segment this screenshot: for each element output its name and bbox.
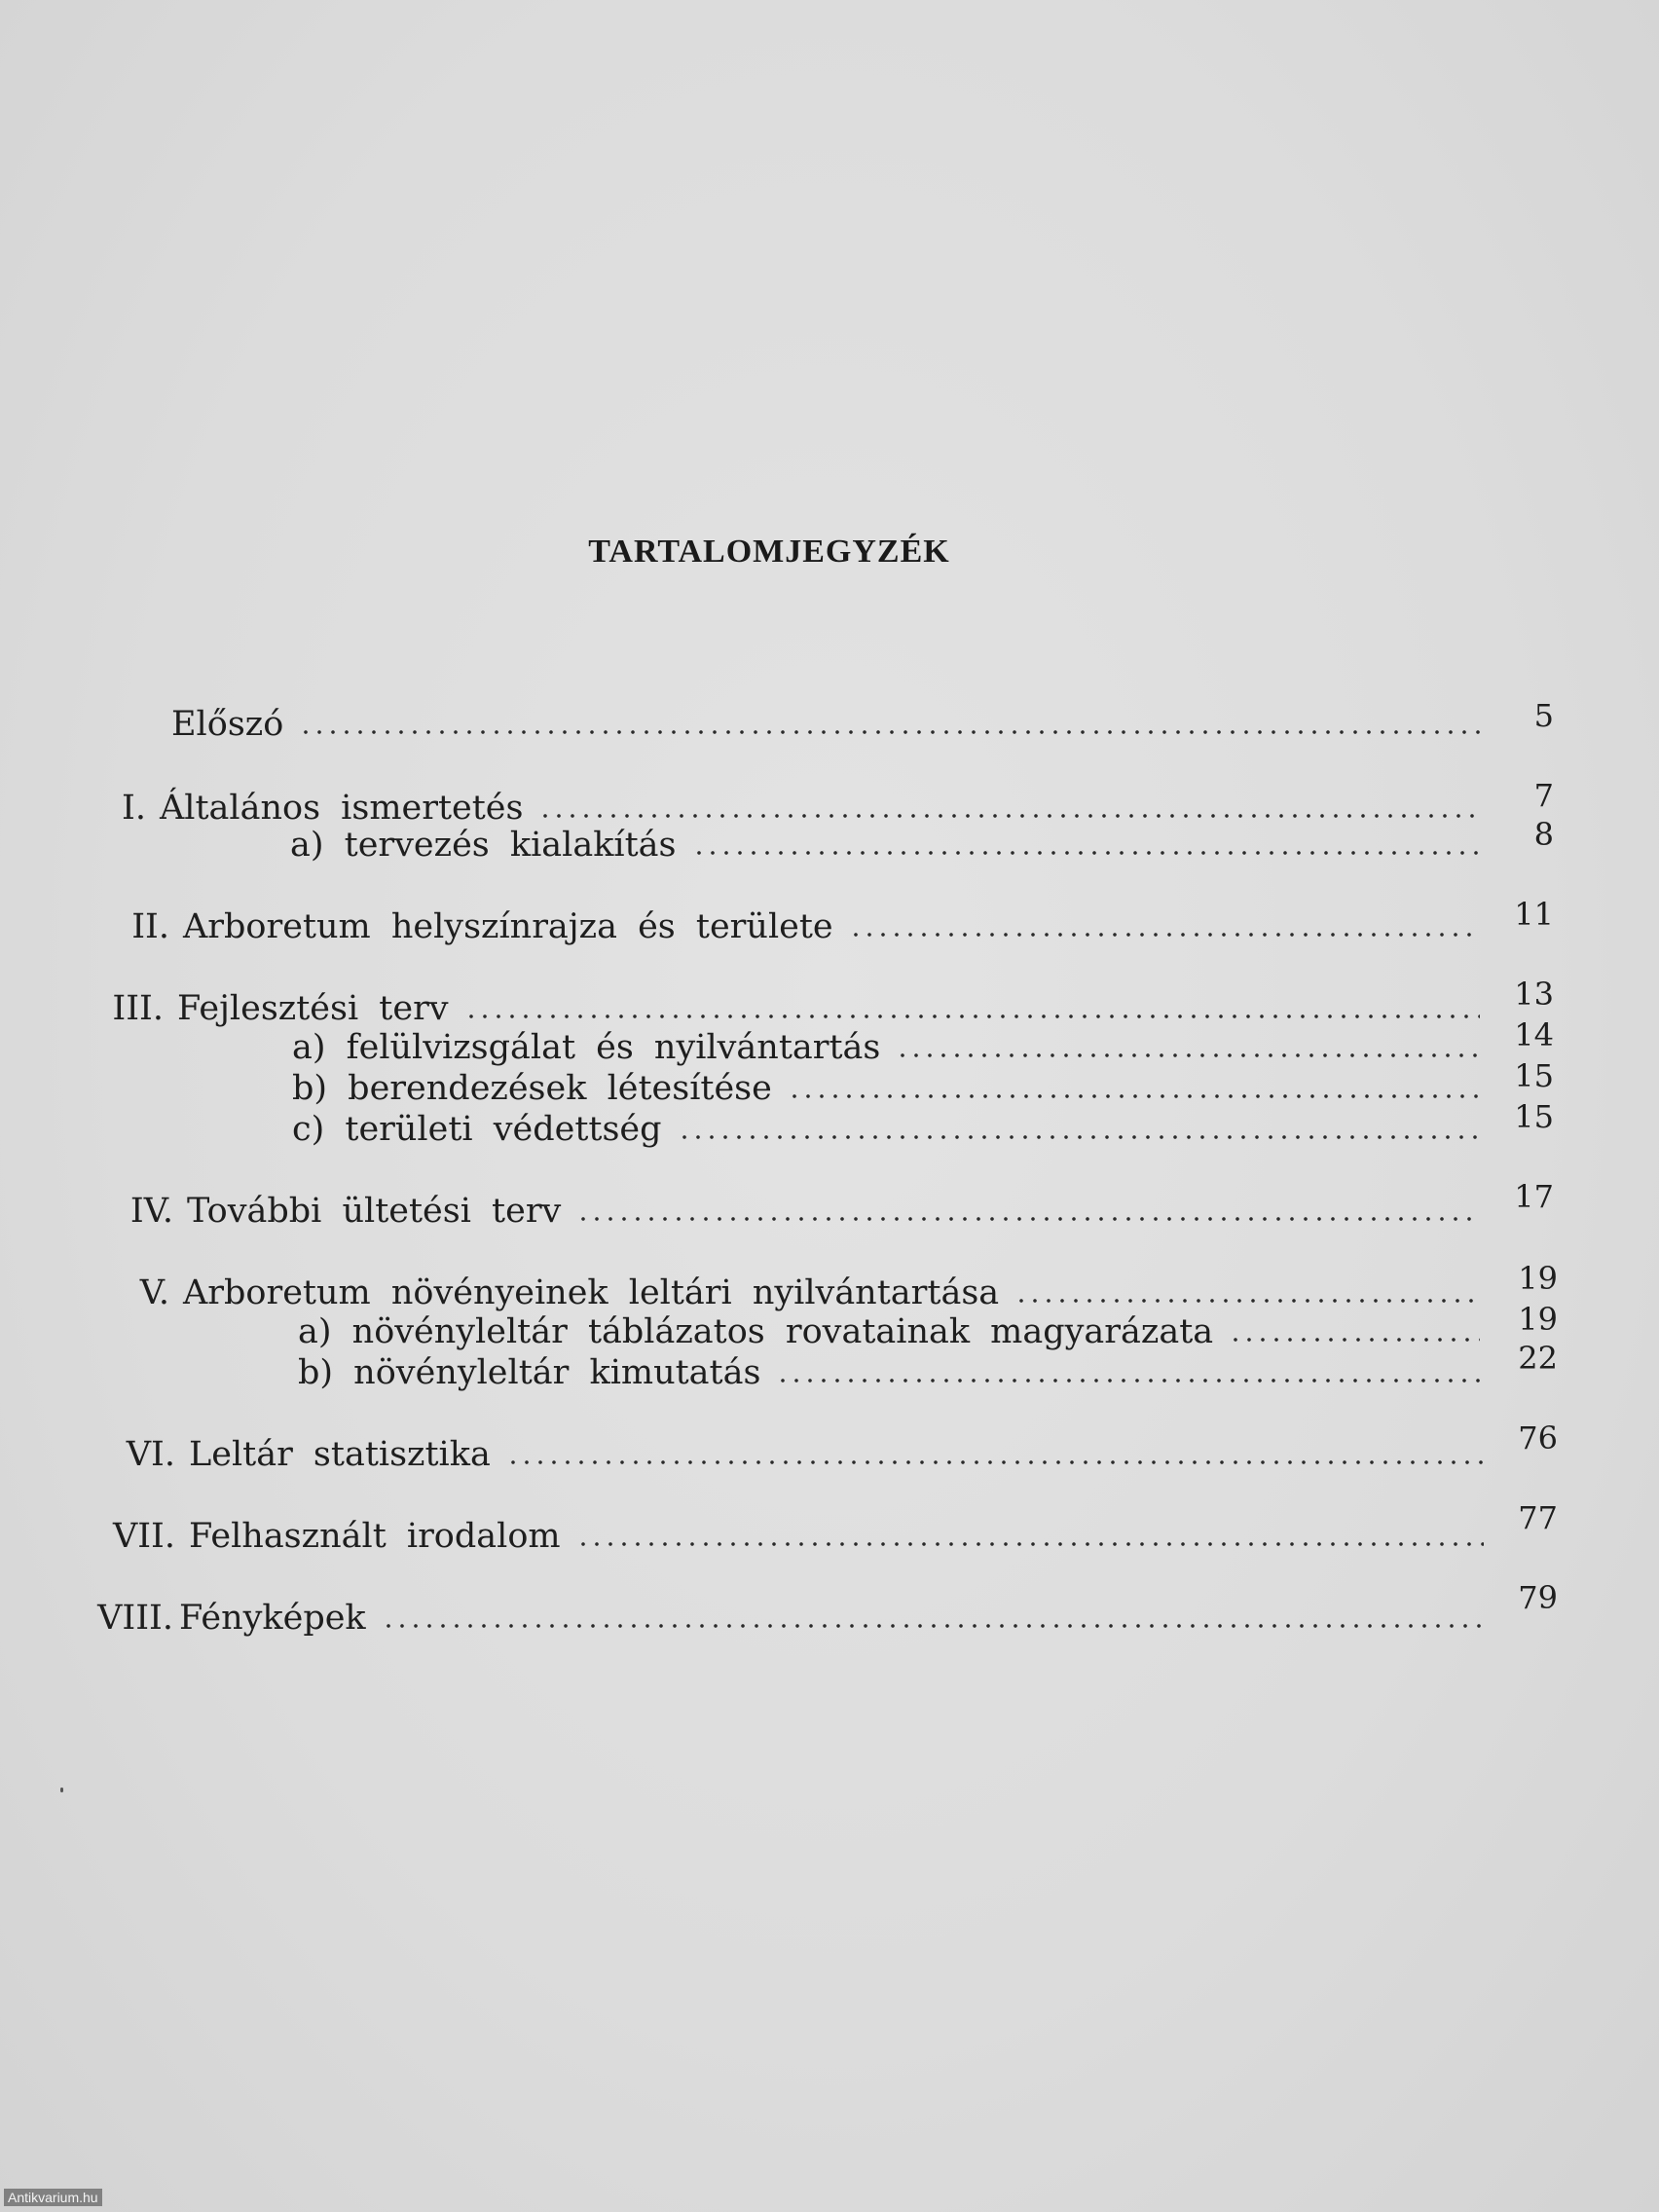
toc-chapter-number: VI. xyxy=(126,1435,175,1474)
toc-entry-label: c) területi védettség xyxy=(292,1110,662,1149)
toc-entry-label: Arboretum növényeinek leltári nyilvántartása xyxy=(183,1273,1000,1312)
toc-chapter-number: I. xyxy=(122,789,146,828)
toc-entry-page: 22 xyxy=(1518,1340,1558,1377)
dot-leader xyxy=(1007,1272,1486,1314)
toc-entry-label: Fényképek xyxy=(179,1599,366,1638)
toc-entry-page: 8 xyxy=(1533,816,1554,853)
toc-entry-page: 76 xyxy=(1518,1419,1558,1456)
toc-entry-page: 11 xyxy=(1514,896,1554,933)
toc-entry-5a xyxy=(298,1310,1486,1353)
toc-entry-chapter-2 xyxy=(97,905,1486,948)
toc-entry-5b xyxy=(298,1351,1486,1394)
toc-entry-page: 7 xyxy=(1533,777,1554,814)
toc-entry-chapter-4 xyxy=(97,1190,1486,1233)
toc-entry-chapter-5 xyxy=(97,1272,1486,1314)
toc-entry-page: 19 xyxy=(1518,1260,1558,1297)
toc-entry-page: 5 xyxy=(1533,697,1554,734)
toc-entry-page: 77 xyxy=(1518,1499,1558,1536)
toc-entry-label: További ültetési terv xyxy=(187,1192,562,1231)
dot-leader xyxy=(498,1433,1490,1476)
toc-entry-1a xyxy=(290,824,1486,866)
dot-leader xyxy=(684,824,1486,866)
page-title: TARTALOMJEGYZÉK xyxy=(588,534,950,570)
toc-entry-label: b) növényleltár kimutatás xyxy=(298,1353,761,1392)
toc-entry-label: a) tervezés kialakítás xyxy=(290,826,677,865)
toc-entry-label: Előszó xyxy=(171,705,284,744)
dot-leader xyxy=(670,1108,1486,1151)
toc-entry-label: b) berendezések létesítése xyxy=(292,1069,772,1108)
dot-leader xyxy=(768,1351,1486,1394)
toc-entry-page: 15 xyxy=(1514,1098,1554,1135)
toc-entry-page: 15 xyxy=(1514,1057,1554,1094)
dot-leader xyxy=(374,1597,1490,1640)
toc-entry-label: a) felülvizsgálat és nyilvántartás xyxy=(292,1028,881,1067)
toc-entry-label: a) növényleltár táblázatos rovatainak magyarázata xyxy=(298,1312,1214,1351)
toc-entry-page: 14 xyxy=(1514,1016,1554,1053)
toc-entry-page: 79 xyxy=(1518,1579,1558,1616)
toc-entry-chapter-7 xyxy=(86,1515,1490,1558)
toc-entry-page: 17 xyxy=(1514,1178,1554,1215)
toc-entry-chapter-8 xyxy=(86,1597,1490,1640)
toc-entry-label: Arboretum helyszínrajza és területe xyxy=(183,907,833,946)
dot-leader xyxy=(569,1515,1490,1558)
toc-entry-3c xyxy=(292,1108,1486,1151)
paper-speck xyxy=(60,1788,63,1792)
toc-entry-page: 19 xyxy=(1518,1301,1558,1338)
dot-leader xyxy=(888,1026,1486,1069)
toc-entry-label: Leltár statisztika xyxy=(189,1435,491,1474)
toc-entry-label: Fejlesztési terv xyxy=(177,989,449,1028)
dot-leader xyxy=(780,1067,1486,1110)
toc-chapter-number: IV. xyxy=(129,1192,173,1231)
dot-leader xyxy=(291,703,1486,746)
dot-leader xyxy=(569,1190,1486,1233)
toc-entry-label: Felhasznált irodalom xyxy=(189,1517,561,1556)
watermark: Antikvarium.hu xyxy=(4,2189,102,2206)
toc-chapter-number: VII. xyxy=(112,1517,175,1556)
toc-chapter-number: III. xyxy=(112,989,164,1028)
toc-chapter-number: V. xyxy=(139,1273,169,1312)
toc-entry-chapter-6 xyxy=(97,1433,1490,1476)
toc-entry-foreword xyxy=(171,703,1486,746)
toc-entry-3b xyxy=(292,1067,1486,1110)
toc-chapter-number: II. xyxy=(131,907,169,946)
toc-entry-page: 13 xyxy=(1514,976,1554,1013)
dot-leader xyxy=(457,987,1486,1030)
toc-entry-3a xyxy=(292,1026,1486,1069)
toc-entry-label: Általános ismertetés xyxy=(160,789,524,828)
dot-leader xyxy=(841,905,1486,948)
toc-entry-chapter-3 xyxy=(86,987,1486,1030)
toc-chapter-number: VIII. xyxy=(97,1599,173,1638)
dot-leader xyxy=(1221,1310,1486,1353)
